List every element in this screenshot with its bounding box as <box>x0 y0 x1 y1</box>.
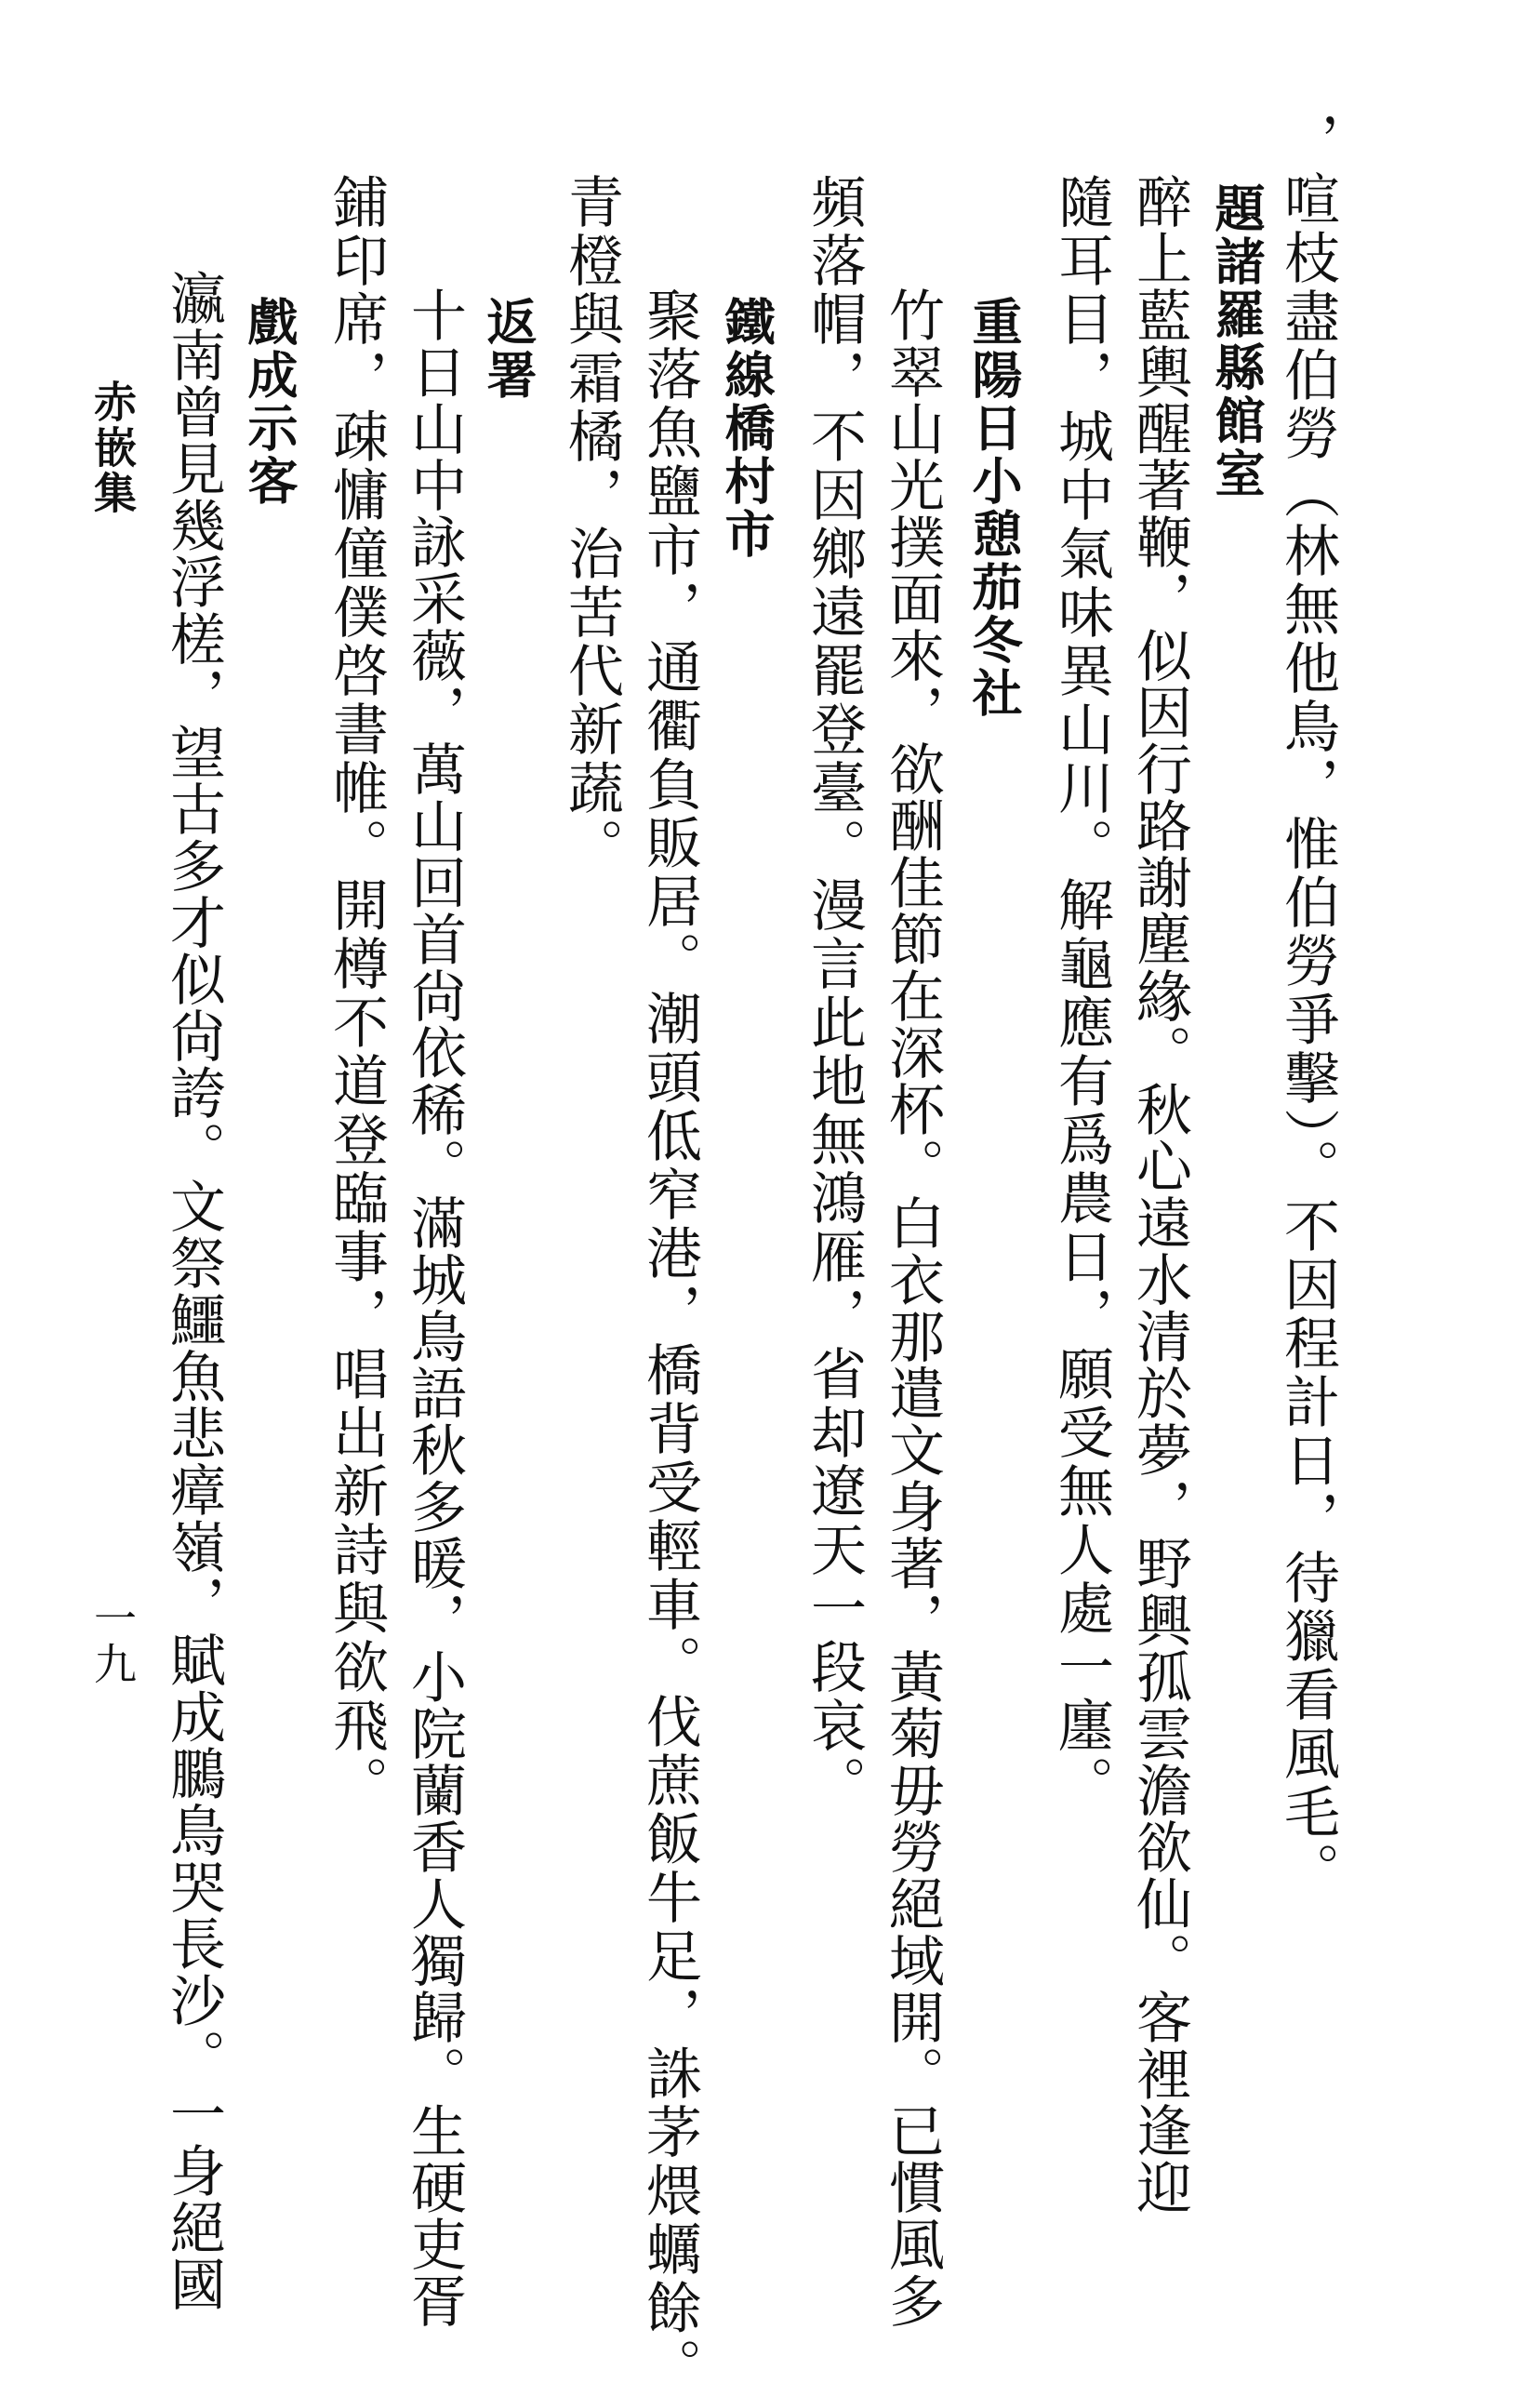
text-column-7: 頻落帽，不因鄉遠罷登臺。漫言此地無鴻雁，省却遼天一段哀。 <box>802 173 867 1814</box>
poem-title-2: 重陽日小憩茄冬社 <box>964 296 1024 720</box>
text-column-4: 隨耳目，城中氣味異山川。解龜應有爲農日，願受無人處一廛。 <box>1049 173 1114 1814</box>
text-column-1: ，喧枝盡伯勞（林無他鳥，惟伯勞爭擊）。不因程計日，待獵看風毛。 <box>1275 112 1340 1900</box>
text-column-13: 鋪印席，疎慵僮僕啓書帷。開樽不道登臨事，唱出新詩與欲飛。 <box>324 173 389 1814</box>
text-column-3: 醉上藍輿醒著鞭，似因行路謝塵緣。秋心遠水清於夢，野興孤雲澹欲仙。客裡逢迎 <box>1127 173 1192 2216</box>
text-column-12: 十日山中詠采薇，萬山回首尙依稀。滿城鳥語秋多暖，小院蘭香人獨歸。生硬吏胥 <box>402 286 467 2329</box>
text-column-9: 聚落魚鹽市，通衢負販居。潮頭低窄港，橋背受輕車。伐蔗飯牛足，誅茅煨蠣餘。 <box>637 286 702 2396</box>
text-column-6: 竹翠山光撲面來，欲酬佳節在深杯。白衣那遣文身著，黃菊毋勞絕域開。已慣風多 <box>880 286 945 2329</box>
text-column-10: 青橙與霜橘，治苦代新蔬。 <box>559 173 624 876</box>
page-number: 一九 <box>87 1596 138 1687</box>
poem-title-5: 戲成示客 <box>240 296 299 508</box>
text-column-15: 瀛南曾見幾浮槎，望古多才似尙誇。文祭鱷魚悲瘴嶺，賦成鵩鳥哭長沙。一身絕國 <box>161 270 226 2312</box>
poem-title-4: 返署 <box>479 296 538 402</box>
poem-title-3: 鐵線橋村市 <box>717 296 777 561</box>
poem-title-1: 題諸羅縣館室 <box>1207 182 1267 500</box>
running-head: 赤嵌集 <box>87 379 138 516</box>
